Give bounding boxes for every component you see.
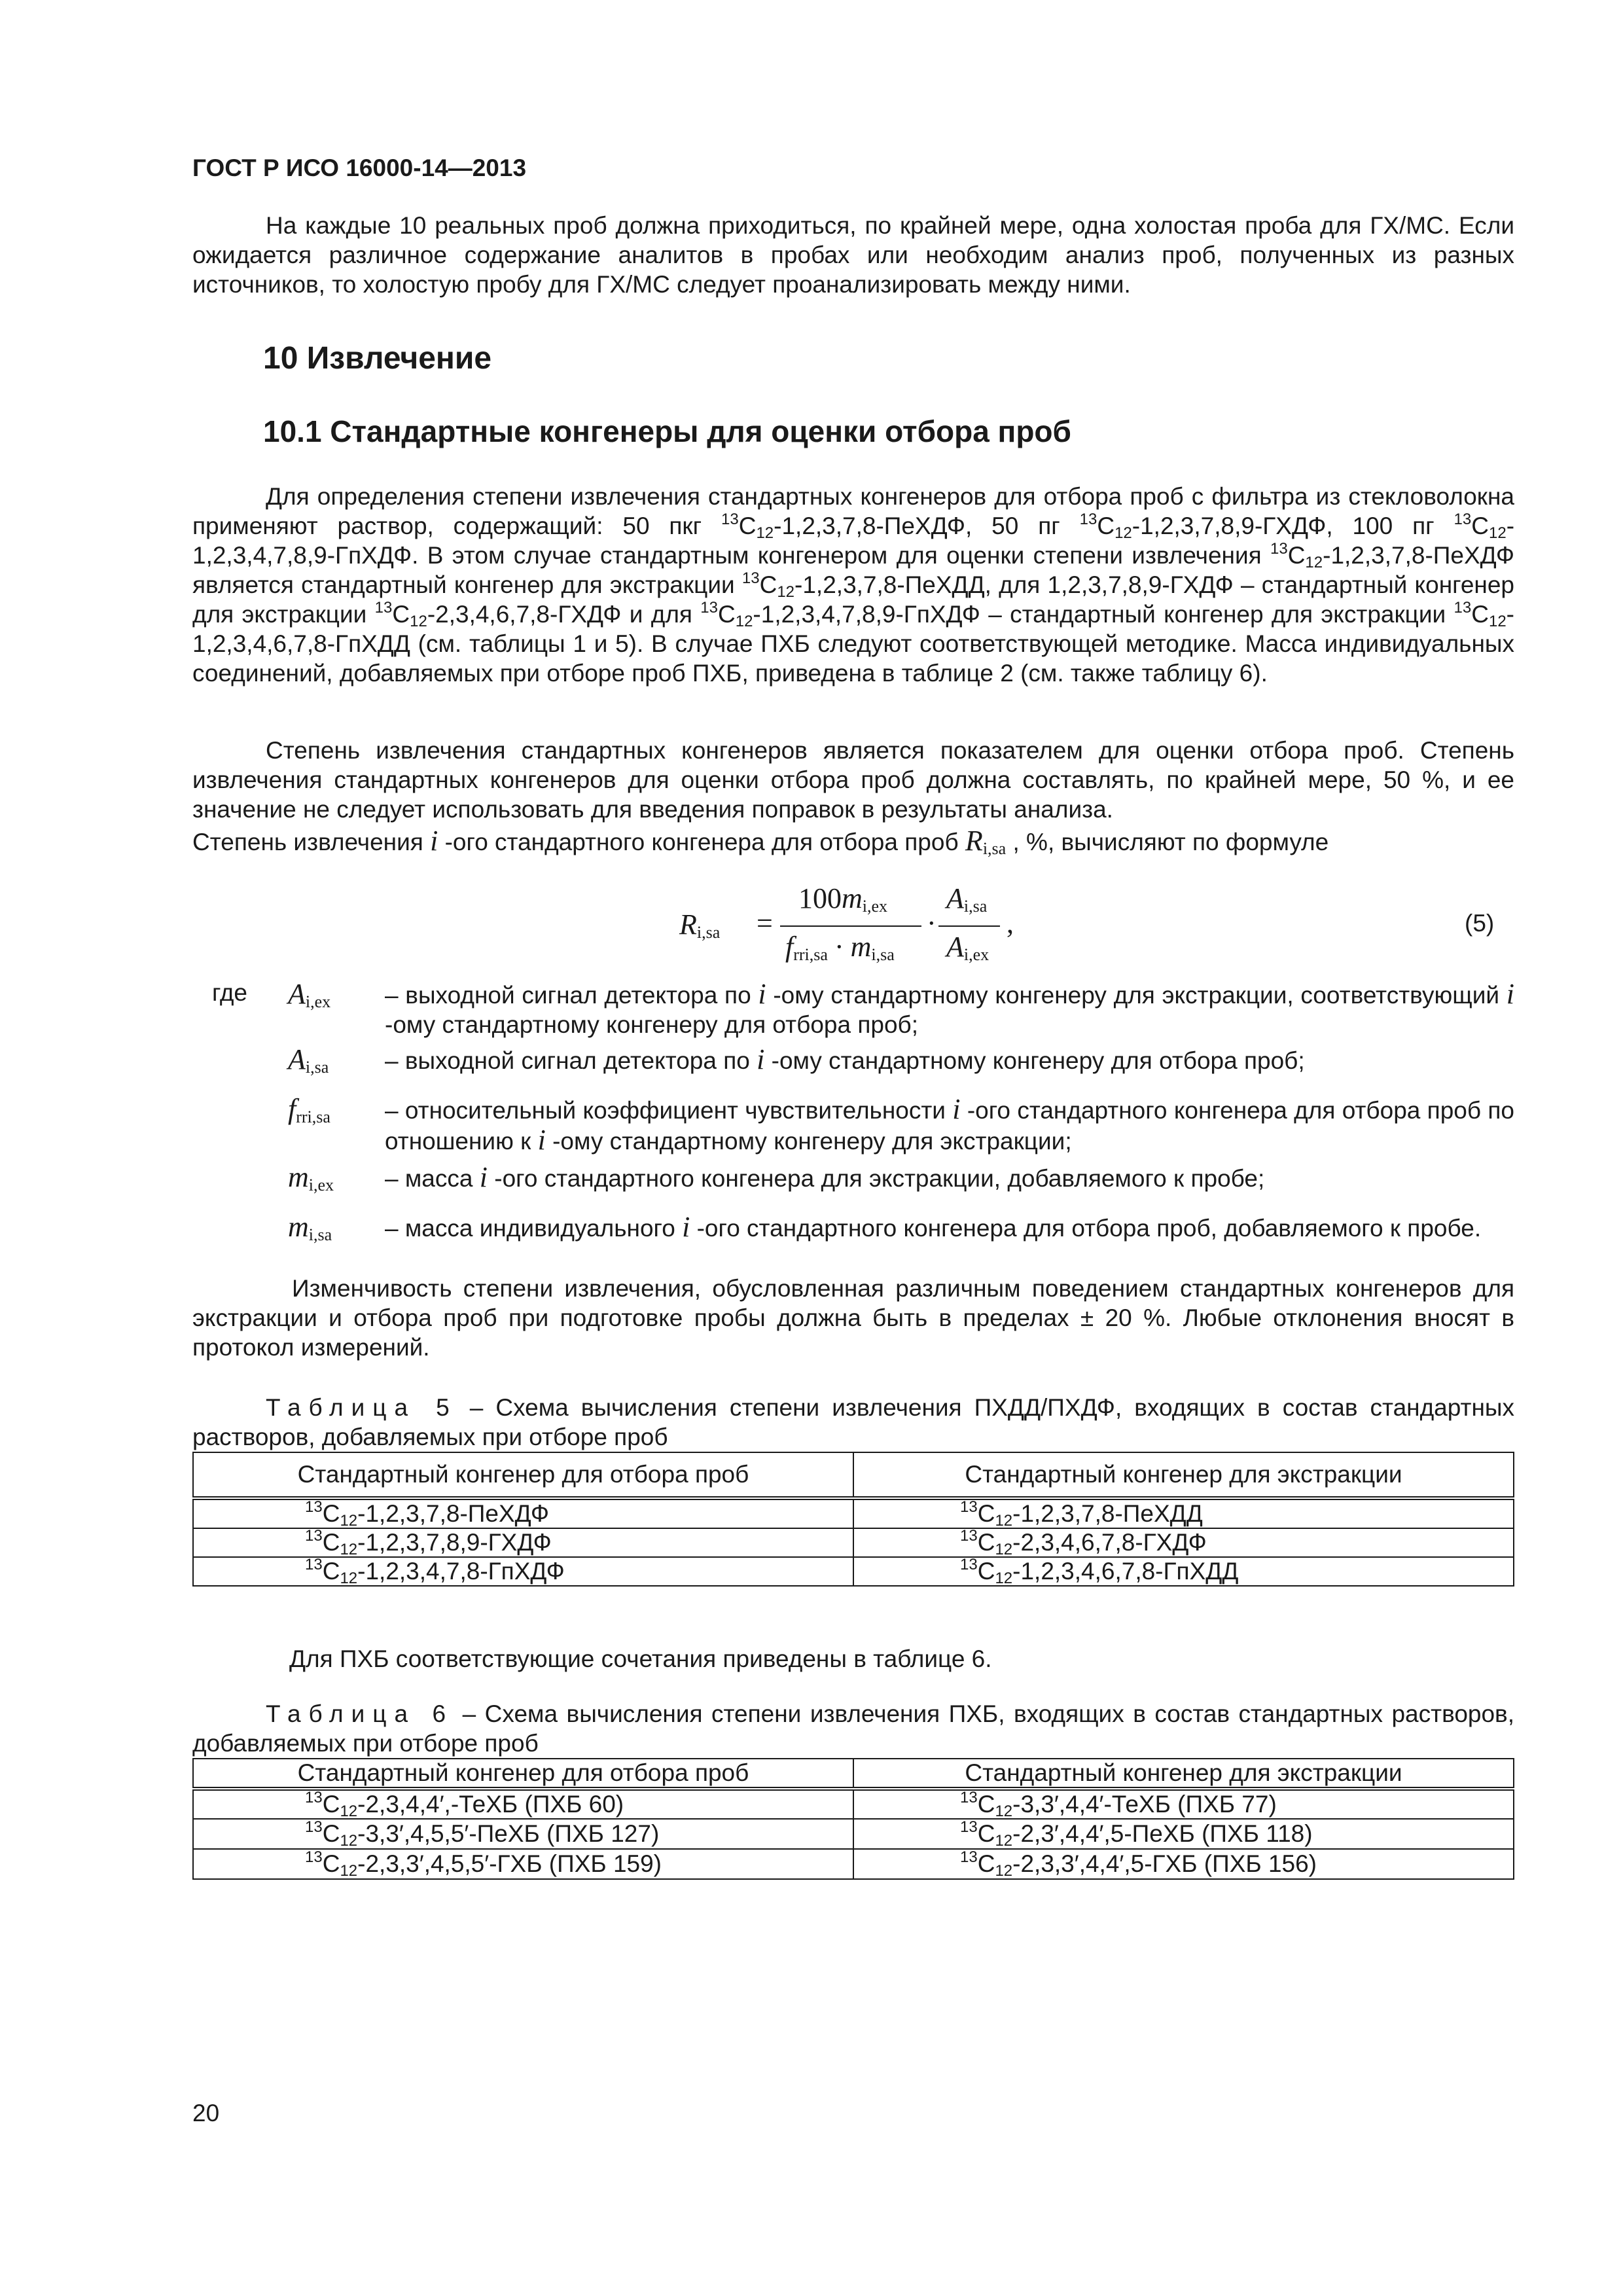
paragraph-recovery-formula-intro	[192, 826, 1514, 857]
para1-text-3: -1,2,3,7,8,9-ГХДФ, 100 пг	[1132, 512, 1454, 539]
paragraph-standard-congeners	[192, 482, 1514, 688]
table5-cell: $^{13}C_{12}-1,2,3,7,8$-ПеХДД	[853, 1498, 1514, 1528]
para1-text-1: Для определения степени извлечения стандартных конгенеров для отбора проб с фильтра из стекловолокна применяют раствор, содержащий: 50 пкг	[192, 483, 1514, 539]
definition-f-rr	[288, 1093, 1514, 1156]
table6-cell: $^{13}C_{12}-2,3',4,4',5$-ПеХБ (ПХБ 118)	[853, 1819, 1514, 1849]
isotope-label: $^{13}C_{12}$	[1454, 599, 1507, 630]
para2-text: Степень извлечения стандартных конгенеров является показателем для оценки отбора проб. Степень извлечения стандартных конгенеров для оценки отбора проб должна составлять, по крайней мере, 50 %, и ее значение не следует использовать для введения поправок в результаты анализа.	[192, 737, 1514, 823]
table-row	[193, 1498, 1514, 1528]
isotope-label: $^{13}C_{12}$	[1454, 511, 1507, 542]
definition-A-ex	[288, 979, 1514, 1038]
table6-header-col1: Стандартный конгенер для отбора проб	[193, 1759, 853, 1789]
formula-5	[674, 880, 1041, 972]
isotope-label: $^{13}C_{12}$	[721, 511, 774, 542]
table5-header-row	[193, 1452, 1514, 1498]
table5-cell: $^{13}C_{12}-1,2,3,7,8$-ПеХДФ	[193, 1498, 853, 1528]
table6-header-col2: Стандартный конгенер для экстракции	[853, 1759, 1514, 1789]
formula-numerator-2: $A_{i,sa}$	[946, 882, 988, 916]
definition-m-ex	[288, 1162, 1514, 1202]
table5-caption	[192, 1393, 1514, 1452]
table5-cell: $^{13}C_{12}-1,2,3,7,8,9$-ГХДФ	[193, 1528, 853, 1557]
document-header: ГОСТ Р ИСО 16000-14—2013	[192, 154, 527, 181]
isotope-label: $^{13}C_{12}$	[741, 569, 795, 601]
table6-cell: $^{13}C_{12}-3,3',4,5,5'$-ПеХБ (ПХБ 127)	[193, 1819, 853, 1849]
table6-cell: $^{13}C_{12}-2,3,3',4,4',5$-ГХБ (ПХБ 156)	[853, 1849, 1514, 1879]
table6-caption-text: – Схема вычисления степени извлечения ПХБ, входящих в состав стандартных растворов, добавляемых при отборе проб	[192, 1700, 1514, 1757]
index-i: i	[430, 825, 438, 857]
formula-equals: =	[757, 907, 773, 939]
table-row	[193, 1819, 1514, 1849]
page-number: 20	[192, 2100, 220, 2126]
para1-text-4: -1,2,3,4,7,8,9-ГпХДФ. В этом случае стандартным конгенером для оценки степени извлечения	[192, 512, 1515, 569]
paragraph-pcb-note	[192, 1644, 1514, 1674]
table5-caption-label: Таблица 5	[266, 1394, 457, 1421]
isotope-label: $^{13}C_{12}$	[700, 599, 753, 630]
where-label: где	[212, 979, 248, 1006]
table6-header-row	[193, 1759, 1514, 1789]
definition-symbol: $m_{i,sa}$	[288, 1211, 332, 1244]
formula-denominator-1: $f_{rri,sa} \cdot m_{i,sa}$	[785, 931, 895, 964]
para4-text: Для ПХБ соответствующие сочетания приведены в таблице 6.	[289, 1645, 992, 1672]
section-heading-10: 10 Извлечение	[263, 341, 492, 376]
definition-text: – масса i -ого стандартного конгенера для экстракции, добавляемого к пробе;	[385, 1161, 1265, 1193]
isotope-label: $^{13}C_{12}$	[1270, 540, 1323, 571]
symbol-R: $R_{i,sa}$	[965, 825, 1007, 858]
definition-A-sa	[288, 1045, 1514, 1084]
paragraph-recovery	[192, 736, 1514, 824]
definition-symbol: $f_{rri,sa}$	[288, 1093, 330, 1126]
para3-text: Изменчивость степени извлечения, обусловленная различным поведением стандартных конгенеров для экстракции и отбора проб при подготовке пробы должна быть в пределах ± 20 %. Любые отклонения вносят в протокол измерений.	[192, 1275, 1514, 1361]
formula-denominator-2: $A_{i,ex}$	[946, 931, 990, 964]
isotope-label: $^{13}C_{12}$	[1079, 511, 1132, 542]
para1-text-6: -1,2,3,7,8-ПеХДД, для 1,2,3,7,8,9-ГХДФ – стандартный конгенер для экстракции	[192, 571, 1514, 628]
para2-line-c: , %, вычисляют по формуле	[1006, 829, 1329, 855]
table6-cell: $^{13}C_{12}-2,3,4,4'$,-ТеХБ (ПХБ 60)	[193, 1789, 853, 1819]
formula-comma: ,	[1007, 907, 1014, 939]
table5-cell: $^{13}C_{12}-2,3,4,6,7,8$-ГХДФ	[853, 1528, 1514, 1557]
para1-text-7: -2,3,4,6,7,8-ГХДФ и для	[427, 601, 701, 628]
table-row	[193, 1557, 1514, 1586]
para2-line-b: -ого стандартного конгенера для отбора проб	[438, 829, 965, 855]
table6-cell: $^{13}C_{12}-2,3,3',4,5,5'$-ГХБ (ПХБ 159)	[193, 1849, 853, 1879]
isotope-label: $^{13}C_{12}$	[374, 599, 427, 630]
definition-text: – масса индивидуального i -ого стандартного конгенера для отбора проб, добавляемого к пробе.	[385, 1211, 1482, 1243]
definition-text: – относительный коэффициент чувствительности i -ого стандартного конгенера для отбора проб по отношению к i -ому стандартному конгенеру для экстракции;	[385, 1093, 1514, 1156]
definition-symbol: $A_{i,ex}$	[288, 978, 331, 1011]
intro-text: На каждые 10 реальных проб должна приходиться, по крайней мере, одна холостая проба для ГХ/МС. Если ожидается различное содержание аналитов в пробах или необходим анализ проб, полученных из разных источников, то холостую пробу для ГХ/МС следует проанализировать между ними.	[192, 212, 1514, 298]
table5-header-col2: Стандартный конгенер для экстракции	[853, 1452, 1514, 1498]
table-row	[193, 1849, 1514, 1879]
table5-cell: $^{13}C_{12}-1,2,3,4,6,7,8$-ГпХДД	[853, 1557, 1514, 1586]
para1-text-9: -1,2,3,4,6,7,8-ГпХДД (см. таблицы 1 и 5). В случае ПХБ следуют соответствующей методике. Масса индивидуальных соединений, добавляемых при отборе проб ПХБ, приведена в таблице 2 (см. также таблицу 6).	[192, 601, 1514, 687]
definition-symbol: $A_{i,sa}$	[288, 1043, 329, 1077]
table5-header-col1: Стандартный конгенер для отбора проб	[193, 1452, 853, 1498]
definition-text: – выходной сигнал детектора по i -ому стандартному конгенеру для отбора проб;	[385, 1043, 1305, 1075]
paragraph-variability	[192, 1274, 1514, 1362]
formula-dot: ·	[927, 907, 936, 939]
para2-line-a: Степень извлечения	[192, 829, 431, 855]
table5	[192, 1452, 1514, 1587]
table6-cell: $^{13}C_{12}-3,3',4,4'$-ТеХБ (ПХБ 77)	[853, 1789, 1514, 1819]
definition-text: – выходной сигнал детектора по i -ому стандартному конгенеру для экстракции, соответствующий i -ому стандартному конгенеру для отбора проб;	[385, 978, 1514, 1038]
para1-text-5: -1,2,3,7,8-ПеХДФ является стандартный конгенер для экстракции	[192, 542, 1514, 598]
intro-paragraph	[192, 211, 1514, 299]
table6-caption-label: Таблица 6	[266, 1700, 454, 1727]
table-row	[193, 1789, 1514, 1819]
section-heading-10-1: 10.1 Стандартные конгенеры для оценки отбора проб	[263, 414, 1071, 448]
table-row	[193, 1528, 1514, 1557]
table6	[192, 1758, 1514, 1880]
formula-numerator-1: $100m_{i,ex}$	[798, 882, 888, 916]
definition-m-sa	[288, 1212, 1514, 1271]
table5-cell: $^{13}C_{12}-1,2,3,4,7,8$-ГпХДФ	[193, 1557, 853, 1586]
table5-caption-text: – Схема вычисления степени извлечения ПХДД/ПХДФ, входящих в состав стандартных растворов, добавляемых при отборе проб	[192, 1394, 1514, 1450]
para1-text-2: -1,2,3,7,8-ПеХДФ, 50 пг	[774, 512, 1080, 539]
para1-text-8: -1,2,3,4,7,8,9-ГпХДФ – стандартный конгенер для экстракции	[753, 601, 1454, 628]
definition-symbol: $m_{i,ex}$	[288, 1161, 334, 1194]
formula-lhs: $R_{i,sa}$	[679, 908, 721, 942]
table6-caption	[192, 1699, 1514, 1758]
formula-number: (5)	[1465, 910, 1495, 937]
